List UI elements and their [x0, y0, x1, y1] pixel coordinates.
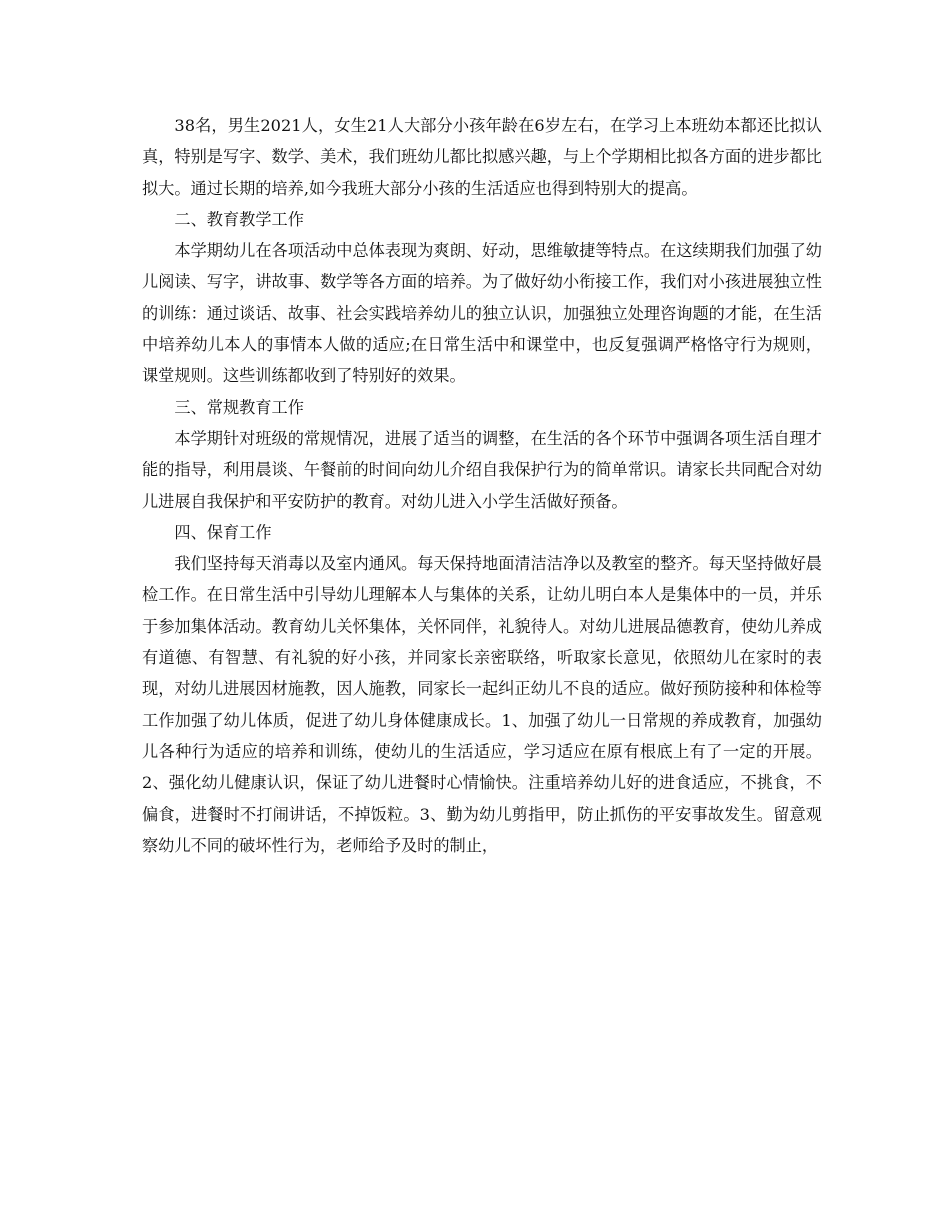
paragraph-care: 我们坚持每天消毒以及室内通风。每天保持地面清洁洁净以及教室的整齐。每天坚持做好晨检工作。在日常生活中引导幼儿理解本人与集体的关系，让幼儿明白本人是集体中的一员，并乐于参加集体活动。教育幼儿关怀集体，关怀同伴，礼貌待人。对幼儿进展品德教育，使幼儿养成有道德、有智慧、有礼貌的好小孩，并同家长亲密联络，听取家长意见，依照幼儿在家时的表现，对幼儿进展因材施教，因人施教，同家长一起纠正幼儿不良的适应。做好预防接种和体检等工作加强了幼儿体质，促进了幼儿身体健康成长。1、加强了幼儿一日常规的养成教育，加强幼儿各种行为适应的培养和训练，使幼儿的生活适应，学习适应在原有根底上有了一定的开展。2、强化幼儿健康认识，保证了幼儿进餐时心情愉快。注重培养幼儿好的进食适应，不挑食，不偏食，进餐时不打闹讲话，不掉饭粒。3、勤为幼儿剪指甲，防止抓伤的平安事故发生。留意观察幼儿不同的破坏性行为，老师给予及时的制止，: [142, 554, 822, 855]
section-heading-care: 四、保育工作: [174, 522, 272, 542]
paragraph-teaching: 本学期幼儿在各项活动中总体表现为爽朗、好动，思维敏捷等特点。在这续期我们加强了幼儿阅读、写字，讲故事、数学等各方面的培养。为了做好幼小衔接工作，我们对小孩进展独立性的训练：通过谈话、故事、社会实践培养幼儿的独立认识，加强独立处理咨询题的才能，在生活中培养幼儿本人的事情本人做的适应;在日常生活中和课堂中，也反复强调严格恪守行为规则，课堂规则。这些训练都收到了特别好的效果。: [142, 241, 822, 386]
section-heading-routine: 三、常规教育工作: [174, 397, 304, 417]
section-heading-teaching: 二、教育教学工作: [174, 209, 304, 229]
paragraph-class-overview: 38名，男生2021人，女生21人大部分小孩年龄在6岁左右，在学习上本班幼本都还比拟认真，特别是写字、数学、美术，我们班幼儿都比拟感兴趣，与上个学期相比拟各方面的进步都比拟大。通过长期的培养,如今我班大部分小孩的生活适应也得到特别大的提高。: [142, 116, 822, 198]
paragraph-routine: 本学期针对班级的常规情况，进展了适当的调整，在生活的各个环节中强调各项生活自理才能的指导，利用晨谈、午餐前的时间向幼儿介绍自我保护行为的简单常识。请家长共同配合对幼儿进展自我保护和平安防护的教育。对幼儿进入小学生活做好预备。: [142, 428, 822, 511]
document-body: [142, 110, 822, 861]
